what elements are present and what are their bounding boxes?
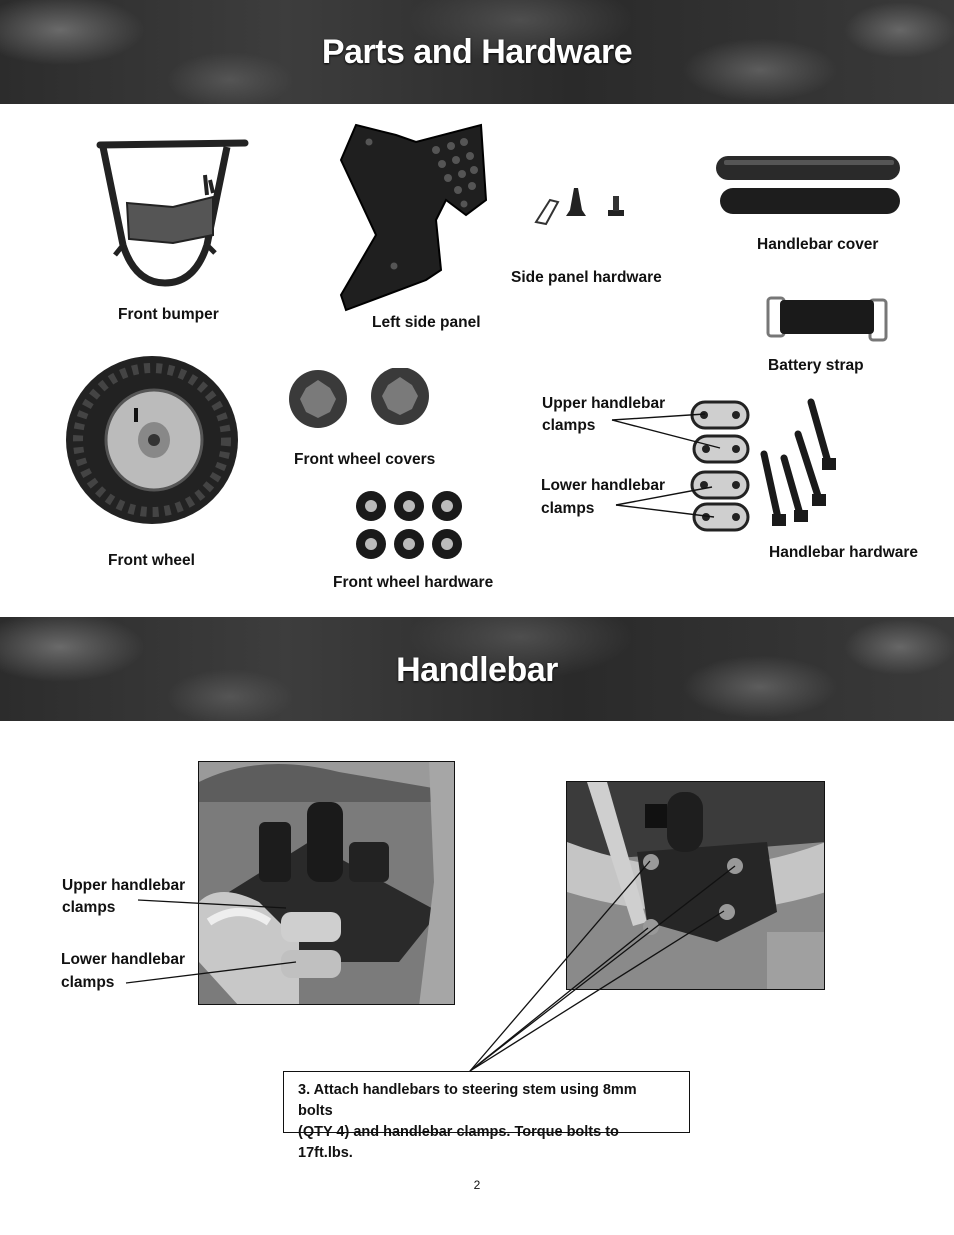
lower-clamps-label-line1: Lower handlebar <box>541 477 666 494</box>
step-3-line1: 3. Attach handlebars to steering stem using 8mm bolts <box>298 1082 637 1119</box>
side-panel-hardware-label: Side panel hardware <box>511 269 662 286</box>
handlebar-title: Handlebar <box>396 651 558 689</box>
step-3-instruction <box>283 1071 690 1161</box>
front-wheel-covers-label: Front wheel covers <box>294 451 436 468</box>
steering-stem-photo <box>566 781 825 990</box>
front-wheel-image <box>64 354 240 526</box>
step-3-line2: (QTY 4) and handlebar clamps. Torque bolts to 17ft.lbs. <box>298 1124 619 1161</box>
upper-clamps-label-line2: clamps <box>542 417 596 434</box>
parts-title: Parts and Hardware <box>321 33 633 71</box>
page-number: 2 <box>473 1178 481 1192</box>
parts-banner <box>0 0 954 104</box>
battery-strap-image <box>766 292 890 344</box>
upper-clamps-callout-line2: clamps <box>62 899 116 916</box>
front-wheel-hardware-image <box>354 490 466 562</box>
lower-clamps-label-line2: clamps <box>541 500 595 517</box>
handlebar-clamps-image <box>686 398 756 534</box>
side-panel-hardware-image <box>528 182 633 232</box>
handlebar-cover-image <box>714 148 904 220</box>
handlebar-cover-label: Handlebar cover <box>757 236 879 253</box>
front-bumper-image <box>95 135 255 295</box>
handlebar-hardware-label: Handlebar hardware <box>769 544 919 561</box>
upper-clamps-label-line1: Upper handlebar <box>542 395 666 412</box>
lower-clamps-callout-line1: Lower handlebar <box>61 951 186 968</box>
front-wheel-covers-image <box>286 368 436 428</box>
front-bumper-label: Front bumper <box>118 306 219 323</box>
lower-clamps-callout-line2: clamps <box>61 974 115 991</box>
battery-strap-label: Battery strap <box>768 357 864 374</box>
handlebar-hardware-image <box>756 396 846 530</box>
front-wheel-hardware-label: Front wheel hardware <box>333 574 494 591</box>
handlebar-clamps-photo <box>198 761 455 1005</box>
left-side-panel-image <box>336 120 491 315</box>
left-side-panel-label: Left side panel <box>372 314 481 331</box>
handlebar-banner <box>0 617 954 721</box>
upper-clamps-callout-line1: Upper handlebar <box>62 877 186 894</box>
front-wheel-label: Front wheel <box>108 552 195 569</box>
